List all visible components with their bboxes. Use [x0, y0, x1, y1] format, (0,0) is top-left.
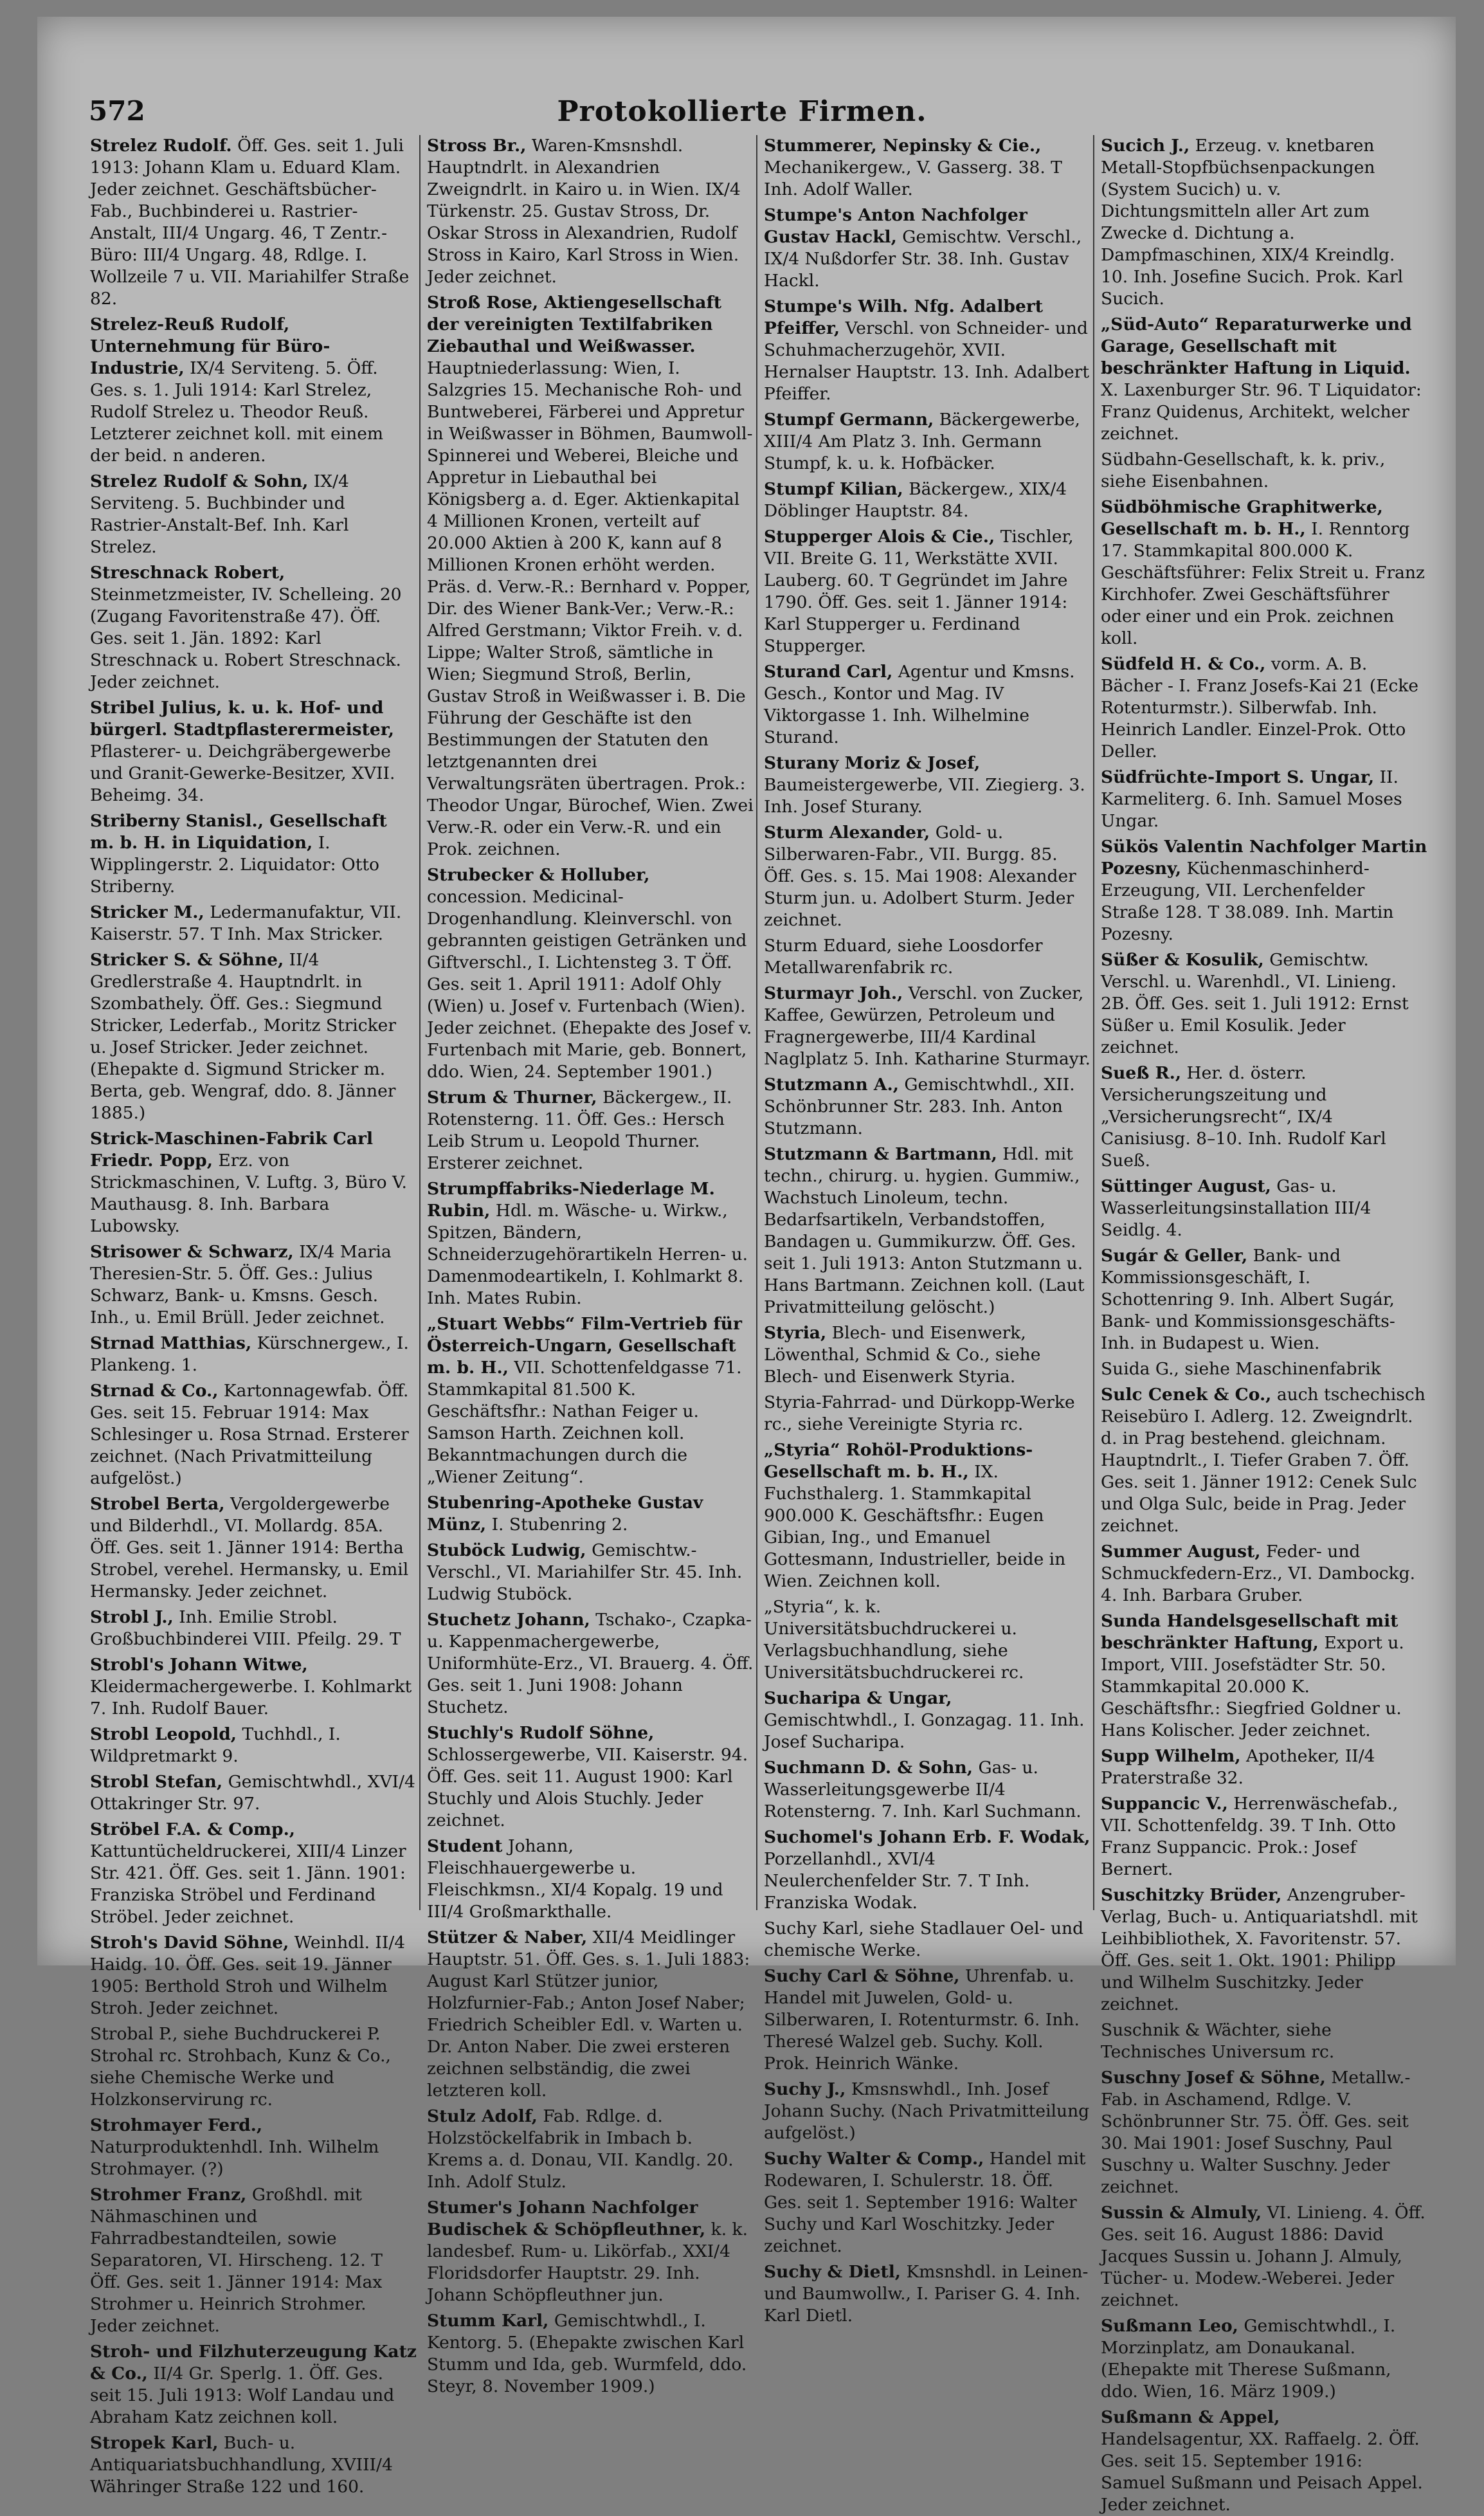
directory-entry — [764, 296, 1090, 405]
firm-details: VI. Linieng. 4. Öff. Ges. seit 16. August 1886: David Jacques Sussin u. Johann J. Almuly, Tücher- u. Modew.-Weberei. Jeder zeichnet. — [1101, 2203, 1425, 2310]
firm-details: II/4 Gredlerstraße 4. Hauptndrlt. in Szombathely. Öff. Ges.: Siegmund Stricker, Lederfab., Moritz Stricker u. Josef Stricker. Jeder zeichnet. (Ehepakte d. Sigmund Stricker m. Berta, geb. Wengraf, ddo. 8. Jänner 1885.) — [90, 950, 397, 1123]
firm-name: Stumpf Kilian, — [764, 479, 903, 499]
firm-name: Ströbel F.A. & Comp., — [90, 1819, 296, 1839]
firm-name: Südböhmische Graphitwerke, Gesellschaft m. b. H., — [1101, 497, 1383, 539]
firm-name: Südfrüchte-Import S. Ungar, — [1101, 767, 1375, 787]
directory-entry — [427, 2106, 754, 2193]
firm-name: „Stuart Webbs“ Film-Vertrieb für Österreich-Ungarn, Gesellschaft m. b. H., — [427, 1314, 742, 1378]
directory-entry — [764, 1392, 1090, 1436]
directory-entry — [764, 661, 1090, 749]
firm-details: Gemischtw. Verschl., IX/4 Nußdorfer Str. 38. Inh. Gustav Hackl. — [764, 227, 1082, 291]
column-4 — [1101, 135, 1427, 2515]
firm-details: Kattuntücheldruckerei, XIII/4 Linzer Str. 421. Öff. Ges. seit 1. Jänn. 1901: Franziska Ströbel und Ferdinand Ströbel. Jeder zeichnet. — [90, 1841, 406, 1927]
firm-details: IX. Fuchsthalerg. 1. Stammkapital 900.000 K. Geschäftsfhr.: Eugen Gibian, Ing., und Emanuel Gottesmann, Industrieller, beide in Wien. Zeichnen koll. — [764, 1462, 1066, 1591]
directory-entry — [764, 409, 1090, 475]
firm-details: Gemischtwhdl., XII. Schönbrunner Str. 283. Inh. Anton Stutzmann. — [764, 1075, 1075, 1138]
directory-entry — [427, 1722, 754, 1832]
directory-entry — [90, 810, 417, 898]
directory-entry — [427, 1492, 754, 1536]
column-divider — [1093, 135, 1094, 1910]
directory-entry — [90, 1241, 417, 1329]
firm-name: Strobl Stefan, — [90, 1772, 223, 1792]
firm-details: Buch- u. Antiquariatsbuchhandlung, XVIII/4 Währinger Straße 122 und 160. — [90, 2433, 393, 2497]
directory-entry — [1101, 314, 1427, 445]
firm-name: Sulc Cenek & Co., — [1101, 1385, 1272, 1405]
directory-entry — [1101, 2067, 1427, 2198]
directory-entry — [764, 1439, 1090, 1592]
directory-entry — [764, 935, 1090, 979]
firm-name: Strisower & Schwarz, — [90, 1242, 294, 1262]
directory-entry — [764, 479, 1090, 522]
directory-entry — [427, 1836, 754, 1923]
directory-entry — [1101, 653, 1427, 763]
firm-details: Waren-Kmsnshdl. Hauptndrlt. in Alexandrien Zweigndrlt. in Kairo u. in Wien. IX/4 Türkenstr. 25. Gustav Stross, Dr. Oskar Stross in Alexandrien, Rudolf Stross in Kairo, Karl Stross in Wien. Jeder zeichnet. — [427, 136, 741, 287]
firm-name: Streschnack Robert, — [90, 563, 285, 583]
firm-name: Supp Wilhelm, — [1101, 1746, 1241, 1766]
directory-entry — [1101, 2315, 1427, 2403]
firm-details: IX/4 Serviteng. 5. Öff. Ges. s. 1. Juli 1914: Karl Strelez, Rudolf Strelez u. Theodor Reuß. Letzterer zeichnet koll. mit einem der beid. n anderen. — [90, 358, 384, 466]
directory-entry — [1101, 497, 1427, 650]
firm-name: Stroß Rose, Aktiengesellschaft der vereinigten Textilfabriken Ziebauthal und Weißwasser. — [427, 293, 722, 356]
firm-name: Stuchetz Johann, — [427, 1610, 590, 1630]
firm-details: Gold- u. Silberwaren-Fabr., VII. Burgg. 85. Öff. Ges. s. 15. Mai 1908: Alexander Sturm jun. u. Adolbert Sturm. Jeder zeichnet. — [764, 823, 1076, 930]
firm-details: Herrenwäschefab., VII. Schottenfeldg. 39. T Inh. Otto Franz Suppancic. Prok.: Josef Bernert. — [1101, 1794, 1398, 1879]
firm-details: Kartonnagewfab. Öff. Ges. seit 15. Februar 1914: Max Schlesinger u. Rosa Strnad. Ersterer zeichnet. (Nach Privatmitteilung aufgelöst.) — [90, 1381, 409, 1488]
directory-entry — [764, 526, 1090, 657]
firm-name: Sueß R., — [1101, 1063, 1182, 1083]
directory-entry — [90, 1128, 417, 1237]
column-divider — [419, 135, 421, 1910]
directory-entry — [427, 1178, 754, 1309]
firm-details: Agentur und Kmsns. Gesch., Kontor und Mag. IV Viktorgasse 1. Inh. Wilhelmine Sturand. — [764, 662, 1075, 747]
directory-entry — [427, 2197, 754, 2306]
firm-name: Strobl J., — [90, 1607, 174, 1627]
directory-entry — [764, 1757, 1090, 1823]
directory-entry — [764, 135, 1090, 201]
directory-entry — [1101, 1358, 1427, 1380]
firm-details: XII/4 Meidlinger Hauptstr. 51. Öff. Ges. s. 1. Juli 1883: August Karl Stützer junior, Holzfurnier-Fab.; Anton Josef Naber; Friedrich Scheibler Edl. v. Warten u. Dr. Anton Naber. Die zwei ersteren zeichnen selbständig, die zwei letzteren koll. — [427, 1928, 750, 2101]
firm-details: I. Stubenring 2. — [491, 1515, 628, 1535]
directory-entry — [764, 205, 1090, 292]
firm-name: Stumpe's Anton Nachfolger Gustav Hackl, — [764, 205, 1027, 247]
firm-details: I. Wipplingerstr. 2. Liquidator: Otto Striberny. — [90, 833, 380, 897]
directory-entry — [90, 1932, 417, 2019]
directory-entry — [1101, 2407, 1427, 2516]
directory-entry — [1101, 1384, 1427, 1537]
firm-details: Export u. Import, VIII. Josefstädter Str. 50. Stammkapital 20.000 K. Geschäftsfhr.: Siegfried Goldner u. Hans Kolischer. Jeder zeichnet. — [1101, 1633, 1404, 1740]
directory-entry — [90, 1819, 417, 1928]
directory-entry — [90, 135, 417, 310]
firm-name: Suppancic V., — [1101, 1794, 1228, 1814]
firm-details: Her. d. österr. Versicherungszeitung und „Versicherungsrecht“, IX/4 Canisiusg. 8–10. Inh. Rudolf Karl Sueß. — [1101, 1063, 1386, 1171]
firm-name: Suschny Josef & Söhne, — [1101, 2068, 1326, 2088]
directory-entry — [427, 292, 754, 861]
firm-details: Tuchhdl., I. Wildpretmarkt 9. — [90, 1724, 341, 1766]
directory-entry — [90, 1607, 417, 1650]
firm-name: Suschitzky Brüder, — [1101, 1885, 1282, 1905]
firm-name: Suchy & Dietl, — [764, 2262, 901, 2282]
firm-name: Sugár & Geller, — [1101, 1246, 1248, 1266]
directory-entry — [764, 1074, 1090, 1140]
directory-entry — [1101, 1793, 1427, 1881]
firm-name: Stulz Adolf, — [427, 2106, 538, 2126]
directory-entry — [1101, 1062, 1427, 1172]
firm-name: Sunda Handelsgesellschaft mit beschränkter Haftung, — [1101, 1611, 1398, 1653]
firm-name: Strelez-Reuß Rudolf, Unternehmung für Büro-Industrie, — [90, 314, 330, 378]
firm-details: Verschl. von Schneider- und Schuhmacherzugehör, XVII. Hernalser Hauptstr. 13. Inh. Adalbert Pfeiffer. — [764, 318, 1089, 404]
directory-entry — [1101, 1541, 1427, 1607]
firm-name: Stuchly's Rudolf Söhne, — [427, 1723, 655, 1743]
firm-details: Gemischtw. Verschl. u. Warenhdl., VI. Linieng. 2B. Öff. Ges. seit 1. Juli 1912: Ernst Süßer u. Emil Kosulik. Jeder zeichnet. — [1101, 950, 1409, 1057]
firm-name: „Styria“ Rohöl-Produktions-Gesellschaft m. b. H., — [764, 1440, 1033, 1482]
firm-name: Stubenring-Apotheke Gustav Münz, — [427, 1493, 703, 1535]
firm-name: Summer August, — [1101, 1542, 1261, 1562]
directory-entry — [1101, 1746, 1427, 1789]
firm-name: Sturany Moriz & Josef, — [764, 753, 981, 773]
firm-details: Fab. Rdlge. d. Holzstöckelfabrik in Imbach b. Krems a. d. Donau, VII. Kandlg. 20. Inh. Adolf Stulz. — [427, 2106, 734, 2192]
firm-name: Strelez Rudolf & Sohn, — [90, 471, 309, 491]
directory-entry — [764, 1144, 1090, 1318]
firm-details: Erzeug. v. knetbaren Metall-Stopfbüchsenpackungen (System Sucich) u. v. Dichtungsmitteln aller Art zum Zwecke d. Dichtung a. Dampfmaschinen, XIX/4 Kreindlg. 10. Inh. Josefine Sucich. Prok. Karl Sucich. — [1101, 136, 1404, 309]
firm-name: Sturm Alexander, — [764, 823, 930, 843]
directory-entry — [1101, 2202, 1427, 2311]
firm-name: Stumer's Johann Nachfolger Budischek & Schöpfleuthner, — [427, 2198, 706, 2239]
firm-details: Großhdl. mit Nähmaschinen und Fahrradbestandteilen, sowie Separatoren, VI. Hirscheng. 12. T Öff. Ges. seit 1. Jänner 1914: Max Strohmer u. Heinrich Strohmer. Jeder zeichnet. — [90, 2185, 383, 2336]
firm-details: Tschako-, Czapka- u. Kappenmachergewerbe, Uniformhüte-Erz., VI. Brauerg. 4. Öff. Ges. seit 1. Juni 1908: Johann Stuchetz. — [427, 1610, 754, 1717]
firm-details: Suchy Karl, siehe Stadlauer Oel- und chemische Werke. — [764, 1919, 1084, 1960]
directory-entry — [764, 2079, 1090, 2144]
directory-entry — [90, 1493, 417, 1603]
directory-entry — [764, 2261, 1090, 2327]
directory-entry — [90, 1771, 417, 1815]
firm-name: Suchy J., — [764, 2079, 846, 2099]
firm-details: „Styria“, k. k. Universitätsbuchdruckerei u. Verlagsbuchhandlung, siehe Universitätsbuchdruckerei rc. — [764, 1597, 1024, 1682]
directory-entry — [90, 1654, 417, 1720]
firm-name: Suchy Walter & Comp., — [764, 2149, 984, 2169]
firm-details: Küchenmaschinherd-Erzeugung, VII. Lerchenfelder Straße 128. T 38.089. Inh. Martin Pozesny. — [1101, 859, 1394, 944]
firm-details: II. Karmeliterg. 6. Inh. Samuel Moses Ungar. — [1101, 767, 1402, 831]
firm-details: Johann, Fleischhauergewerbe u. Fleischkmsn., XI/4 Kopalg. 19 und III/4 Großmarkthalle. — [427, 1836, 723, 1922]
firm-name: Suchy Carl & Söhne, — [764, 1966, 960, 1986]
column-1 — [90, 135, 417, 2497]
firm-name: Stross Br., — [427, 136, 527, 156]
firm-name: Sükös Valentin Nachfolger Martin Pozesny, — [1101, 837, 1427, 879]
directory-entry — [764, 822, 1090, 931]
firm-name: Strnad & Co., — [90, 1381, 219, 1401]
firm-name: Stumpf Germann, — [764, 410, 934, 430]
firm-details: Metallw.-Fab. in Aschamend, Rdlge. V. Schönbrunner Str. 75. Öff. Ges. seit 30. Mai 1901: Josef Suschny, Paul Suschny u. Walter Suschny. Jeder zeichnet. — [1101, 2068, 1411, 2197]
firm-details: Naturproduktenhdl. Inh. Wilhelm Strohmayer. (?) — [90, 2137, 379, 2179]
firm-name: Stutzmann A., — [764, 1075, 899, 1095]
directory-entry — [90, 314, 417, 467]
column-3 — [764, 135, 1090, 2326]
firm-name: Strobel Berta, — [90, 1494, 225, 1514]
firm-name: Sußmann Leo, — [1101, 2316, 1238, 2336]
firm-details: Gemischtwhdl., I. Kentorg. 5. (Ehepakte zwischen Karl Stumm und Ida, geb. Wurmfeld, ddo. Steyr, 8. November 1909.) — [427, 2311, 747, 2396]
column-2 — [427, 135, 754, 2396]
firm-name: Sturmayr Joh., — [764, 983, 903, 1003]
firm-details: Styria-Fahrrad- und Dürkopp-Werke rc., siehe Vereinigte Styria rc. — [764, 1392, 1075, 1434]
firm-name: Süßer & Kosulik, — [1101, 950, 1264, 970]
firm-name: Stroh's David Söhne, — [90, 1933, 289, 1953]
firm-name: Süttinger August, — [1101, 1176, 1271, 1196]
firm-name: Sucich J., — [1101, 136, 1190, 156]
directory-entry — [427, 864, 754, 1083]
firm-details: Baumeistergewerbe, VII. Ziegierg. 3. Inh. Josef Sturany. — [764, 775, 1085, 817]
directory-entry — [1101, 2019, 1427, 2063]
firm-details: Apotheker, II/4 Praterstraße 32. — [1101, 1746, 1375, 1788]
directory-entry — [764, 1688, 1090, 1753]
directory-entry — [90, 2341, 417, 2429]
firm-details: VII. Schottenfeldgasse 71. Stammkapital 81.500 K. Geschäftsfhr.: Nathan Feiger u. Samson Harth. Zeichnen koll. Bekanntmachungen durch die „Wiener Zeitung“. — [427, 1358, 742, 1487]
firm-name: Sussin & Almuly, — [1101, 2203, 1262, 2223]
firm-details: Uhrenfab. u. Handel mit Juwelen, Gold- u. Silberwaren, I. Rotenturmstr. 6. Inh. Theresé Walzel geb. Suchy. Koll. Prok. Heinrich Wänke. — [764, 1966, 1080, 2074]
firm-name: Suchomel's Johann Erb. F. Wodak, — [764, 1827, 1090, 1847]
firm-details: X. Laxenburger Str. 96. T Liquidator: Franz Quidenus, Architekt, welcher zeichnet. — [1101, 380, 1422, 444]
firm-details: Bäckergewerbe, XIII/4 Am Platz 3. Inh. Germann Stumpf, k. u. k. Hofbäcker. — [764, 410, 1080, 473]
directory-entry — [427, 1313, 754, 1488]
firm-details: Tischler, VII. Breite G. 11, Werkstätte XVII. Lauberg. 60. T Gegründet im Jahre 1790. Öff. Ges. seit 1. Jänner 1914: Karl Stupperger u. Ferdinand Stupperger. — [764, 527, 1074, 656]
firm-details: Feder- und Schmuckfedern-Erz., VI. Dambockg. 4. Inh. Barbara Gruber. — [1101, 1542, 1416, 1605]
directory-entry — [427, 1927, 754, 2102]
directory-entry — [90, 2184, 417, 2337]
firm-name: Stroh- und Filzhuterzeugung Katz & Co., — [90, 2342, 417, 2384]
firm-name: Student — [427, 1836, 503, 1856]
directory-entry — [90, 562, 417, 693]
firm-details: Vergoldergewerbe und Bilderhdl., VI. Mollardg. 85A. Öff. Ges. seit 1. Jänner 1914: Bertha Strobel, verehel. Hermansky, u. Emil Hermansky. Jeder zeichnet. — [90, 1494, 409, 1601]
firm-name: Striberny Stanisl., Gesellschaft m. b. H. in Liquidation, — [90, 811, 387, 853]
directory-entry — [427, 1609, 754, 1718]
firm-details: Strobal P., siehe Buchdruckerei P. Strohal rc. Strohbach, Kunz & Co., siehe Chemische Werke und Holzkonservirung rc. — [90, 2024, 391, 2110]
firm-name: Südfeld H. & Co., — [1101, 654, 1266, 674]
firm-name: Stupperger Alois & Cie., — [764, 527, 995, 547]
firm-name: Stuböck Ludwig, — [427, 1540, 586, 1560]
firm-name: Stropek Karl, — [90, 2433, 219, 2453]
firm-name: Strelez Rudolf. — [90, 136, 232, 156]
firm-details: IX/4 Serviteng. 5. Buchbinder und Rastrier-Anstalt-Bef. Inh. Karl Strelez. — [90, 471, 349, 557]
firm-name: Stricker S. & Söhne, — [90, 950, 284, 970]
firm-details: Gemischtwhdl., I. Morzinplatz, am Donaukanal. (Ehepakte mit Therese Sußmann, ddo. Wien, 16. März 1909.) — [1101, 2316, 1396, 2402]
firm-details: Gas- u. Wasserleitungsinstallation III/4 Seidlg. 4. — [1101, 1176, 1371, 1240]
firm-name: Sturand Carl, — [764, 662, 893, 682]
directory-entry — [764, 1918, 1090, 1962]
directory-entry — [1101, 135, 1427, 310]
directory-entry — [90, 1724, 417, 1767]
directory-entry — [90, 471, 417, 558]
directory-entry — [1101, 949, 1427, 1059]
directory-entry — [764, 1322, 1090, 1388]
firm-details: Gemischtw.-Verschl., VI. Mariahilfer Str. 45. Inh. Ludwig Stuböck. — [427, 1540, 743, 1604]
directory-entry — [90, 2023, 417, 2111]
directory-entry — [1101, 1884, 1427, 2016]
firm-details: Blech- und Eisenwerk, Löwenthal, Schmid & Co., siehe Blech- und Eisenwerk Styria. — [764, 1323, 1041, 1387]
firm-details: Gas- u. Wasserleitungsgewerbe II/4 Rotensterng. 7. Inh. Karl Suchmann. — [764, 1758, 1081, 1821]
firm-name: Stutzmann & Bartmann, — [764, 1144, 997, 1164]
directory-entry — [764, 1827, 1090, 1914]
firm-details: Verschl. von Zucker, Kaffee, Gewürzen, Petroleum und Fragnergewerbe, III/4 Kardinal Naglplatz 5. Inh. Katharine Sturmayr. — [764, 983, 1090, 1069]
firm-details: Kmsnshdl. in Leinen- und Baumwollw., I. Pariser G. 4. Inh. Karl Dietl. — [764, 2262, 1089, 2326]
firm-details: I. Renntorg 17. Stammkapital 800.000 K. Geschäftsführer: Felix Streit u. Franz Kirchhofer. Zwei Geschäftsführer oder einer und ein Prok. zeichnen koll. — [1101, 519, 1425, 648]
directory-entry — [90, 1333, 417, 1376]
firm-details: Ledermanufaktur, VII. Kaiserstr. 57. T Inh. Max Stricker. — [90, 902, 402, 944]
firm-details: Erz. von Strickmaschinen, V. Luftg. 3, Büro V. Mauthausg. 8. Inh. Barbara Lubowsky. — [90, 1151, 407, 1236]
firm-details: Hdl. m. Wäsche- u. Wirkw., Spitzen, Bändern, Schneiderzugehörartikeln Herren- u. Damenmodeartikeln, I. Kohlmarkt 8. Inh. Mates Rubin. — [427, 1201, 748, 1308]
firm-name: Strubecker & Holluber, — [427, 865, 650, 885]
firm-name: Strnad Matthias, — [90, 1333, 252, 1353]
firm-details: Gemischtwhdl., XVI/4 Ottakringer Str. 97. — [90, 1772, 415, 1814]
firm-name: Strohmayer Ferd., — [90, 2115, 263, 2135]
directory-entry — [1101, 1176, 1427, 1241]
column-divider — [756, 135, 757, 1910]
firm-name: Styria, — [764, 1323, 827, 1343]
firm-details: IX/4 Maria Theresien-Str. 5. Öff. Ges.: Julius Schwarz, Bank- u. Kmsns. Gesch. Inh., u. Emil Brüll. Jeder zeichnet. — [90, 1242, 392, 1327]
firm-name: Stützer & Naber, — [427, 1928, 588, 1947]
firm-details: Bäckergew., II. Rotensterng. 11. Öff. Ges.: Hersch Leib Strum u. Leopold Thurner. Ersterer zeichnet. — [427, 1088, 732, 1173]
firm-details: Kleidermachergewerbe. I. Kohlmarkt 7. Inh. Rudolf Bauer. — [90, 1677, 412, 1718]
firm-details: II/4 Gr. Sperlg. 1. Öff. Ges. seit 15. Juli 1913: Wolf Landau und Abraham Katz zeichnen koll. — [90, 2364, 395, 2427]
directory-entry — [764, 1596, 1090, 1684]
directory-entry — [90, 2115, 417, 2180]
firm-details: Suida G., siehe Maschinenfabrik — [1101, 1359, 1381, 1379]
firm-details: auch tschechisch Reisebüro I. Adlerg. 12. Zweigndrlt. d. in Prag bestehend. gleichnam. Hauptndrlt., I. Tiefer Graben 7. Öff. Ges. seit 1. Jänner 1912: Cenek Sulc und Olga Sulc, beide in Prag. Jeder zeichnet. — [1101, 1385, 1425, 1536]
directory-entry — [427, 1540, 754, 1605]
firm-details: Kmsnswhdl., Inh. Josef Johann Suchy. (Nach Privatmitteilung aufgelöst.) — [764, 2079, 1090, 2143]
firm-details: Bank- und Kommissionsgeschäft, I. Schottenring 9. Inh. Albert Sugár, Bank- und Kommissionsgeschäfts-Inh. in Budapest u. Wien. — [1101, 1246, 1395, 1353]
directory-entry — [1101, 1245, 1427, 1354]
firm-details: Schlossergewerbe, VII. Kaiserstr. 94. Öff. Ges. seit 11. August 1900: Karl Stuchly und Alois Stuchly. Jeder zeichnet. — [427, 1745, 748, 1830]
directory-entry — [1101, 1610, 1427, 1742]
firm-name: Strum & Thurner, — [427, 1088, 597, 1108]
firm-name: Stumpe's Wilh. Nfg. Adalbert Pfeiffer, — [764, 296, 1044, 338]
firm-name: Strobl Leopold, — [90, 1724, 237, 1744]
firm-name: Strick-Maschinen-Fabrik Carl Friedr. Popp, — [90, 1129, 374, 1171]
firm-name: Sucharipa & Ungar, — [764, 1688, 952, 1708]
firm-name: Strobl's Johann Witwe, — [90, 1655, 308, 1675]
firm-details: Inh. Emilie Strobl. Großbuchbinderei VIII. Pfeilg. 29. T — [90, 1607, 401, 1649]
directory-entry — [90, 2432, 417, 2498]
firm-details: Pflasterer- u. Deichgräbergewerbe und Granit-Gewerke-Besitzer, XVII. Beheimg. 34. — [90, 742, 395, 805]
directory-entry — [1101, 836, 1427, 945]
firm-name: Strohmer Franz, — [90, 2185, 247, 2205]
directory-entry — [90, 1380, 417, 1490]
firm-details: Porzellanhdl., XVI/4 Neulerchenfelder Str. 7. T Inh. Franziska Wodak. — [764, 1849, 1030, 1913]
firm-details: Kürschnergew., I. Plankeng. 1. — [90, 1333, 409, 1375]
directory-entry — [427, 2310, 754, 2398]
directory-entry — [90, 697, 417, 807]
directory-entry — [90, 902, 417, 945]
firm-name: Stricker M., — [90, 902, 204, 922]
firm-details: Öff. Ges. seit 1. Juli 1913: Johann Klam u. Eduard Klam. Jeder zeichnet. Geschäftsbücher-Fab., Buchbinderei u. Rastrier-Anstalt, III/4 Ungarg. 46, T Zentr.-Büro: III/4 Ungarg. 48, Rdlge. I. Wollzeile 7 u. VII. Mariahilfer Straße 82. — [90, 136, 410, 309]
firm-details: Mechanikergew., V. Gasserg. 38. T Inh. Adolf Waller. — [764, 158, 1062, 199]
page-title: Protokollierte Firmen. — [557, 95, 927, 128]
firm-details: k. k. landesbef. Rum- u. Likörfab., XXI/4 Floridsdorfer Hauptstr. 29. Inh. Johann Schöpfleuthner jun. — [427, 2220, 748, 2305]
firm-details: Hdl. mit techn., chirurg. u. hygien. Gummiw., Wachstuch Linoleum, techn. Bedarfsartikeln, Verbandstoffen, Bandagen u. Gummikurzw. Öff. Ges. seit 1. Juli 1913: Anton Stutzmann u. Hans Bartmann. Zeichnen koll. (Laut Privatmitteilung gelöscht.) — [764, 1144, 1085, 1317]
directory-entry — [427, 1087, 754, 1174]
firm-name: Stumm Karl, — [427, 2311, 549, 2331]
firm-details: Hauptniederlassung: Wien, I. Salzgries 15. Mechanische Roh- und Buntweberei, Färberei und Appretur in Weißwasser in Böhmen, Baumwoll-Spinnerei und Weberei, Bleiche und Appretur in Liebauthal bei Königsberg a. d. Eger. Aktienkapital 4 Millionen Kronen, verteilt auf 20.000 Aktien à 200 K, kann auf 8 Millionen Kronen erhöht werden. Präs. d. Verw.-R.: Bernhard v. Popper, Dir. des Wiener Bank-Ver.; Verw.-R.: Alfred Gerstmann; Viktor Freih. v. d. Lippe; Walter Stroß, sämtliche in Wien; Siegmund Stroß, Berlin, Gustav Stroß in Weißwasser i. B. Die Führung der Geschäfte ist den Bestimmungen der Statuten den letztgenannten drei Verwaltungsräten übertragen. Prok.: Theodor Ungar, Bürochef, Wien. Zwei Verw.-R. oder ein Verw.-R. und ein Prok. zeichnen. — [427, 358, 754, 859]
firm-details: Handelsagentur, XX. Raffaelg. 2. Öff. Ges. seit 15. September 1916: Samuel Sußmann und Peisach Appel. Jeder zeichnet. — [1101, 2429, 1423, 2515]
directory-entry — [764, 1965, 1090, 2075]
directory-entry — [1101, 449, 1427, 493]
firm-name: Sußmann & Appel, — [1101, 2407, 1280, 2427]
page-number: 572 — [89, 95, 145, 127]
firm-details: Suschnik & Wächter, siehe Technisches Universum rc. — [1101, 2020, 1335, 2062]
firm-details: Gemischtwhdl., I. Gonzagag. 11. Inh. Josef Sucharipa. — [764, 1710, 1085, 1752]
directory-entry — [1101, 767, 1427, 832]
firm-details: Anzengruber-Verlag, Buch- u. Antiquariatshdl. mit Leihbibliothek, X. Favoritenstr. 57. Öff. Ges. seit 1. Okt. 1901: Philipp und Wilhelm Suschitzky. Jeder zeichnet. — [1101, 1885, 1418, 2014]
firm-details: Steinmetzmeister, IV. Schelleing. 20 (Zugang Favoritenstraße 47). Öff. Ges. seit 1. Jän. 1892: Karl Streschnack u. Robert Streschnack. Jeder zeichnet. — [90, 585, 402, 692]
firm-name: Stummerer, Nepinsky & Cie., — [764, 136, 1042, 156]
firm-details: Sturm Eduard, siehe Loosdorfer Metallwarenfabrik rc. — [764, 936, 1043, 978]
directory-entry — [427, 135, 754, 288]
firm-details: Weinhdl. II/4 Haidg. 10. Öff. Ges. seit 19. Jänner 1905: Berthold Stroh und Wilhelm Stroh. Jeder zeichnet. — [90, 1933, 406, 2018]
firm-details: vorm. A. B. Bächer - I. Franz Josefs-Kai 21 (Ecke Rotenturmstr.). Silberwfab. Inh. Heinrich Landler. Einzel-Prok. Otto Deller. — [1101, 654, 1419, 761]
firm-details: concession. Medicinal-Drogenhandlung. Kleinverschl. von gebrannten geistigen Getränken und Giftverschl., I. Lichtensteg 3. T Öff. Ges. seit 1. April 1911: Adolf Ohly (Wien) u. Josef v. Furtenbach (Wien). Jeder zeichnet. (Ehepakte des Josef v. Furtenbach mit Marie, geb. Bonnert, ddo. Wien, 24. September 1901.) — [427, 887, 752, 1082]
firm-details: Handel mit Rodewaren, I. Schulerstr. 18. Öff. Ges. seit 1. September 1916: Walter Suchy und Karl Woschitzky. Jeder zeichnet. — [764, 2149, 1086, 2256]
directory-entry — [764, 2148, 1090, 2257]
firm-details: Bäckergew., XIX/4 Döblinger Hauptstr. 84. — [764, 479, 1067, 521]
firm-name: „Süd-Auto“ Reparaturwerke und Garage, Gesellschaft mit beschränkter Haftung in Liquid. — [1101, 314, 1412, 378]
firm-name: Suchmann D. & Sohn, — [764, 1758, 973, 1778]
firm-name: Strumpffabriks-Niederlage M. Rubin, — [427, 1179, 715, 1221]
directory-entry — [764, 983, 1090, 1070]
firm-details: Südbahn-Gesellschaft, k. k. priv., siehe Eisenbahnen. — [1101, 450, 1386, 491]
directory-entry — [90, 949, 417, 1124]
directory-entry — [764, 752, 1090, 818]
firm-name: Stribel Julius, k. u. k. Hof- und bürgerl. Stadtpflasterermeister, — [90, 698, 394, 740]
